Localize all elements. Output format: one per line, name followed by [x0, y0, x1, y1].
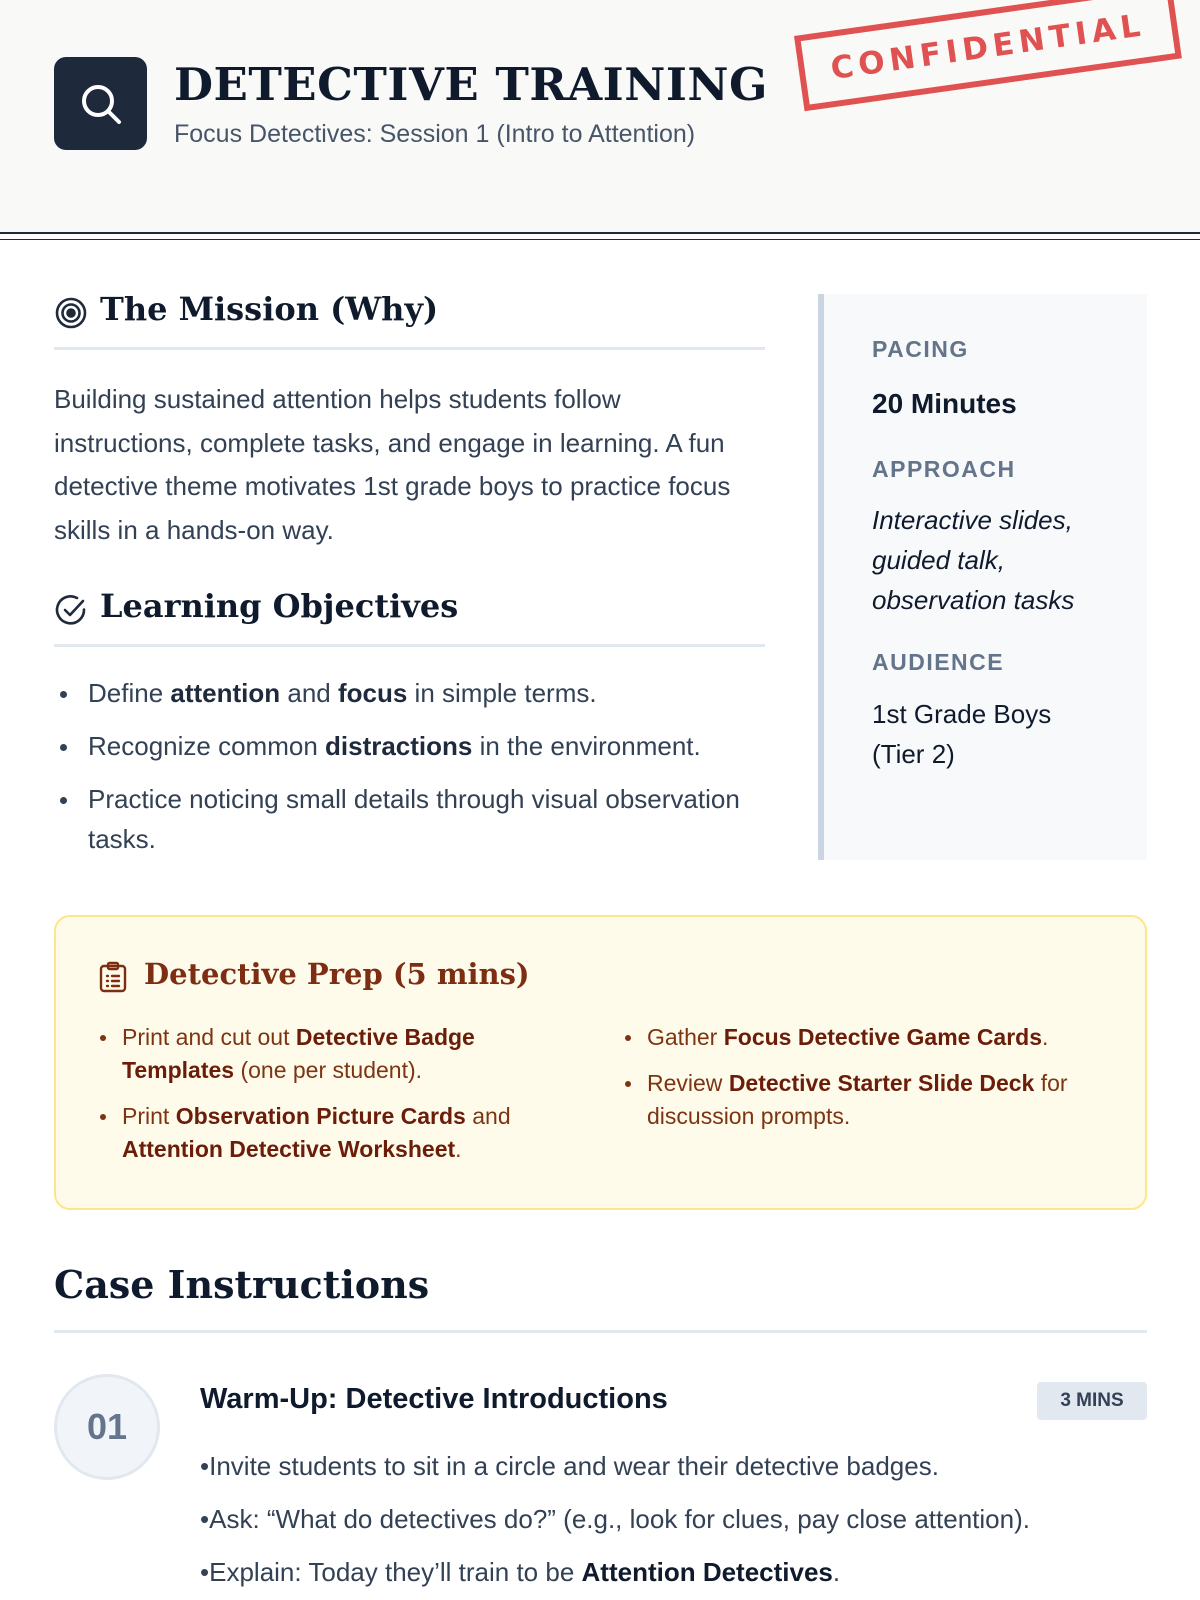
- objectives-heading-text: Learning Objectives: [100, 587, 459, 625]
- list-item: Print and cut out Detective Badge Templates (one per student).: [98, 1021, 538, 1087]
- confidential-stamp: CONFIDENTIAL: [794, 0, 1182, 111]
- audience-label: AUDIENCE: [872, 649, 1005, 675]
- list-item: Recognize common distractions in the environment.: [54, 726, 765, 766]
- case-heading: Case Instructions: [54, 1262, 430, 1307]
- list-item: • Ask: “What do detectives do?” (e.g., look for clues, pay close attention).: [200, 1493, 1150, 1546]
- pacing-value: 20 Minutes: [872, 388, 1017, 419]
- case-divider: [54, 1330, 1147, 1333]
- audience-value: 1st Grade Boys (Tier 2): [872, 699, 1052, 769]
- header-divider: [0, 239, 1200, 240]
- target-icon: [54, 296, 88, 330]
- info-sidebar: [818, 294, 1147, 860]
- page-subtitle: Focus Detectives: Session 1 (Intro to Attention): [174, 120, 696, 148]
- list-item: Practice noticing small details through visual observation tasks.: [54, 779, 765, 859]
- approach-value: Interactive slides, guided talk, observation tasks: [872, 505, 1075, 615]
- mission-heading-text: The Mission (Why): [100, 290, 439, 328]
- list-item: Print Observation Picture Cards and Attention Detective Worksheet.: [98, 1100, 538, 1166]
- list-item: • Explain: Today they’ll train to be Attention Detectives.: [200, 1546, 1150, 1599]
- mission-text: Building sustained attention helps students follow instructions, complete tasks, and engage in learning. A fun detective theme motivates 1st grade boys to practice focus skills in a hands-on way.: [54, 384, 731, 545]
- list-item: Gather Focus Detective Game Cards.: [623, 1021, 1093, 1054]
- prep-heading: Detective Prep (5 mins): [144, 957, 530, 991]
- list-item: Review Detective Starter Slide Deck for discussion prompts.: [623, 1067, 1093, 1133]
- magnifier-icon: [54, 57, 147, 150]
- prep-list-right: [623, 1021, 1093, 1146]
- prep-list-left: [98, 1021, 538, 1179]
- check-circle-icon: [54, 593, 88, 627]
- list-item: Define attention and focus in simple terms.: [54, 673, 765, 713]
- header: [0, 0, 1200, 234]
- objectives-heading: [54, 587, 765, 647]
- duration-badge: 3 MINS: [1037, 1382, 1147, 1420]
- mission-heading: [54, 290, 765, 350]
- prep-box: [54, 915, 1147, 1210]
- list-item: • Invite students to sit in a circle and wear their detective badges.: [200, 1440, 1150, 1493]
- objectives-list: [54, 673, 765, 872]
- step-number: 01: [54, 1374, 160, 1480]
- approach-label: APPROACH: [872, 456, 1016, 482]
- step-instructions: [200, 1440, 1150, 1599]
- page-title: DETECTIVE TRAINING: [174, 58, 768, 111]
- clipboard-icon: [98, 961, 128, 993]
- step-title: Warm-Up: Detective Introductions: [200, 1383, 668, 1415]
- pacing-label: PACING: [872, 336, 969, 362]
